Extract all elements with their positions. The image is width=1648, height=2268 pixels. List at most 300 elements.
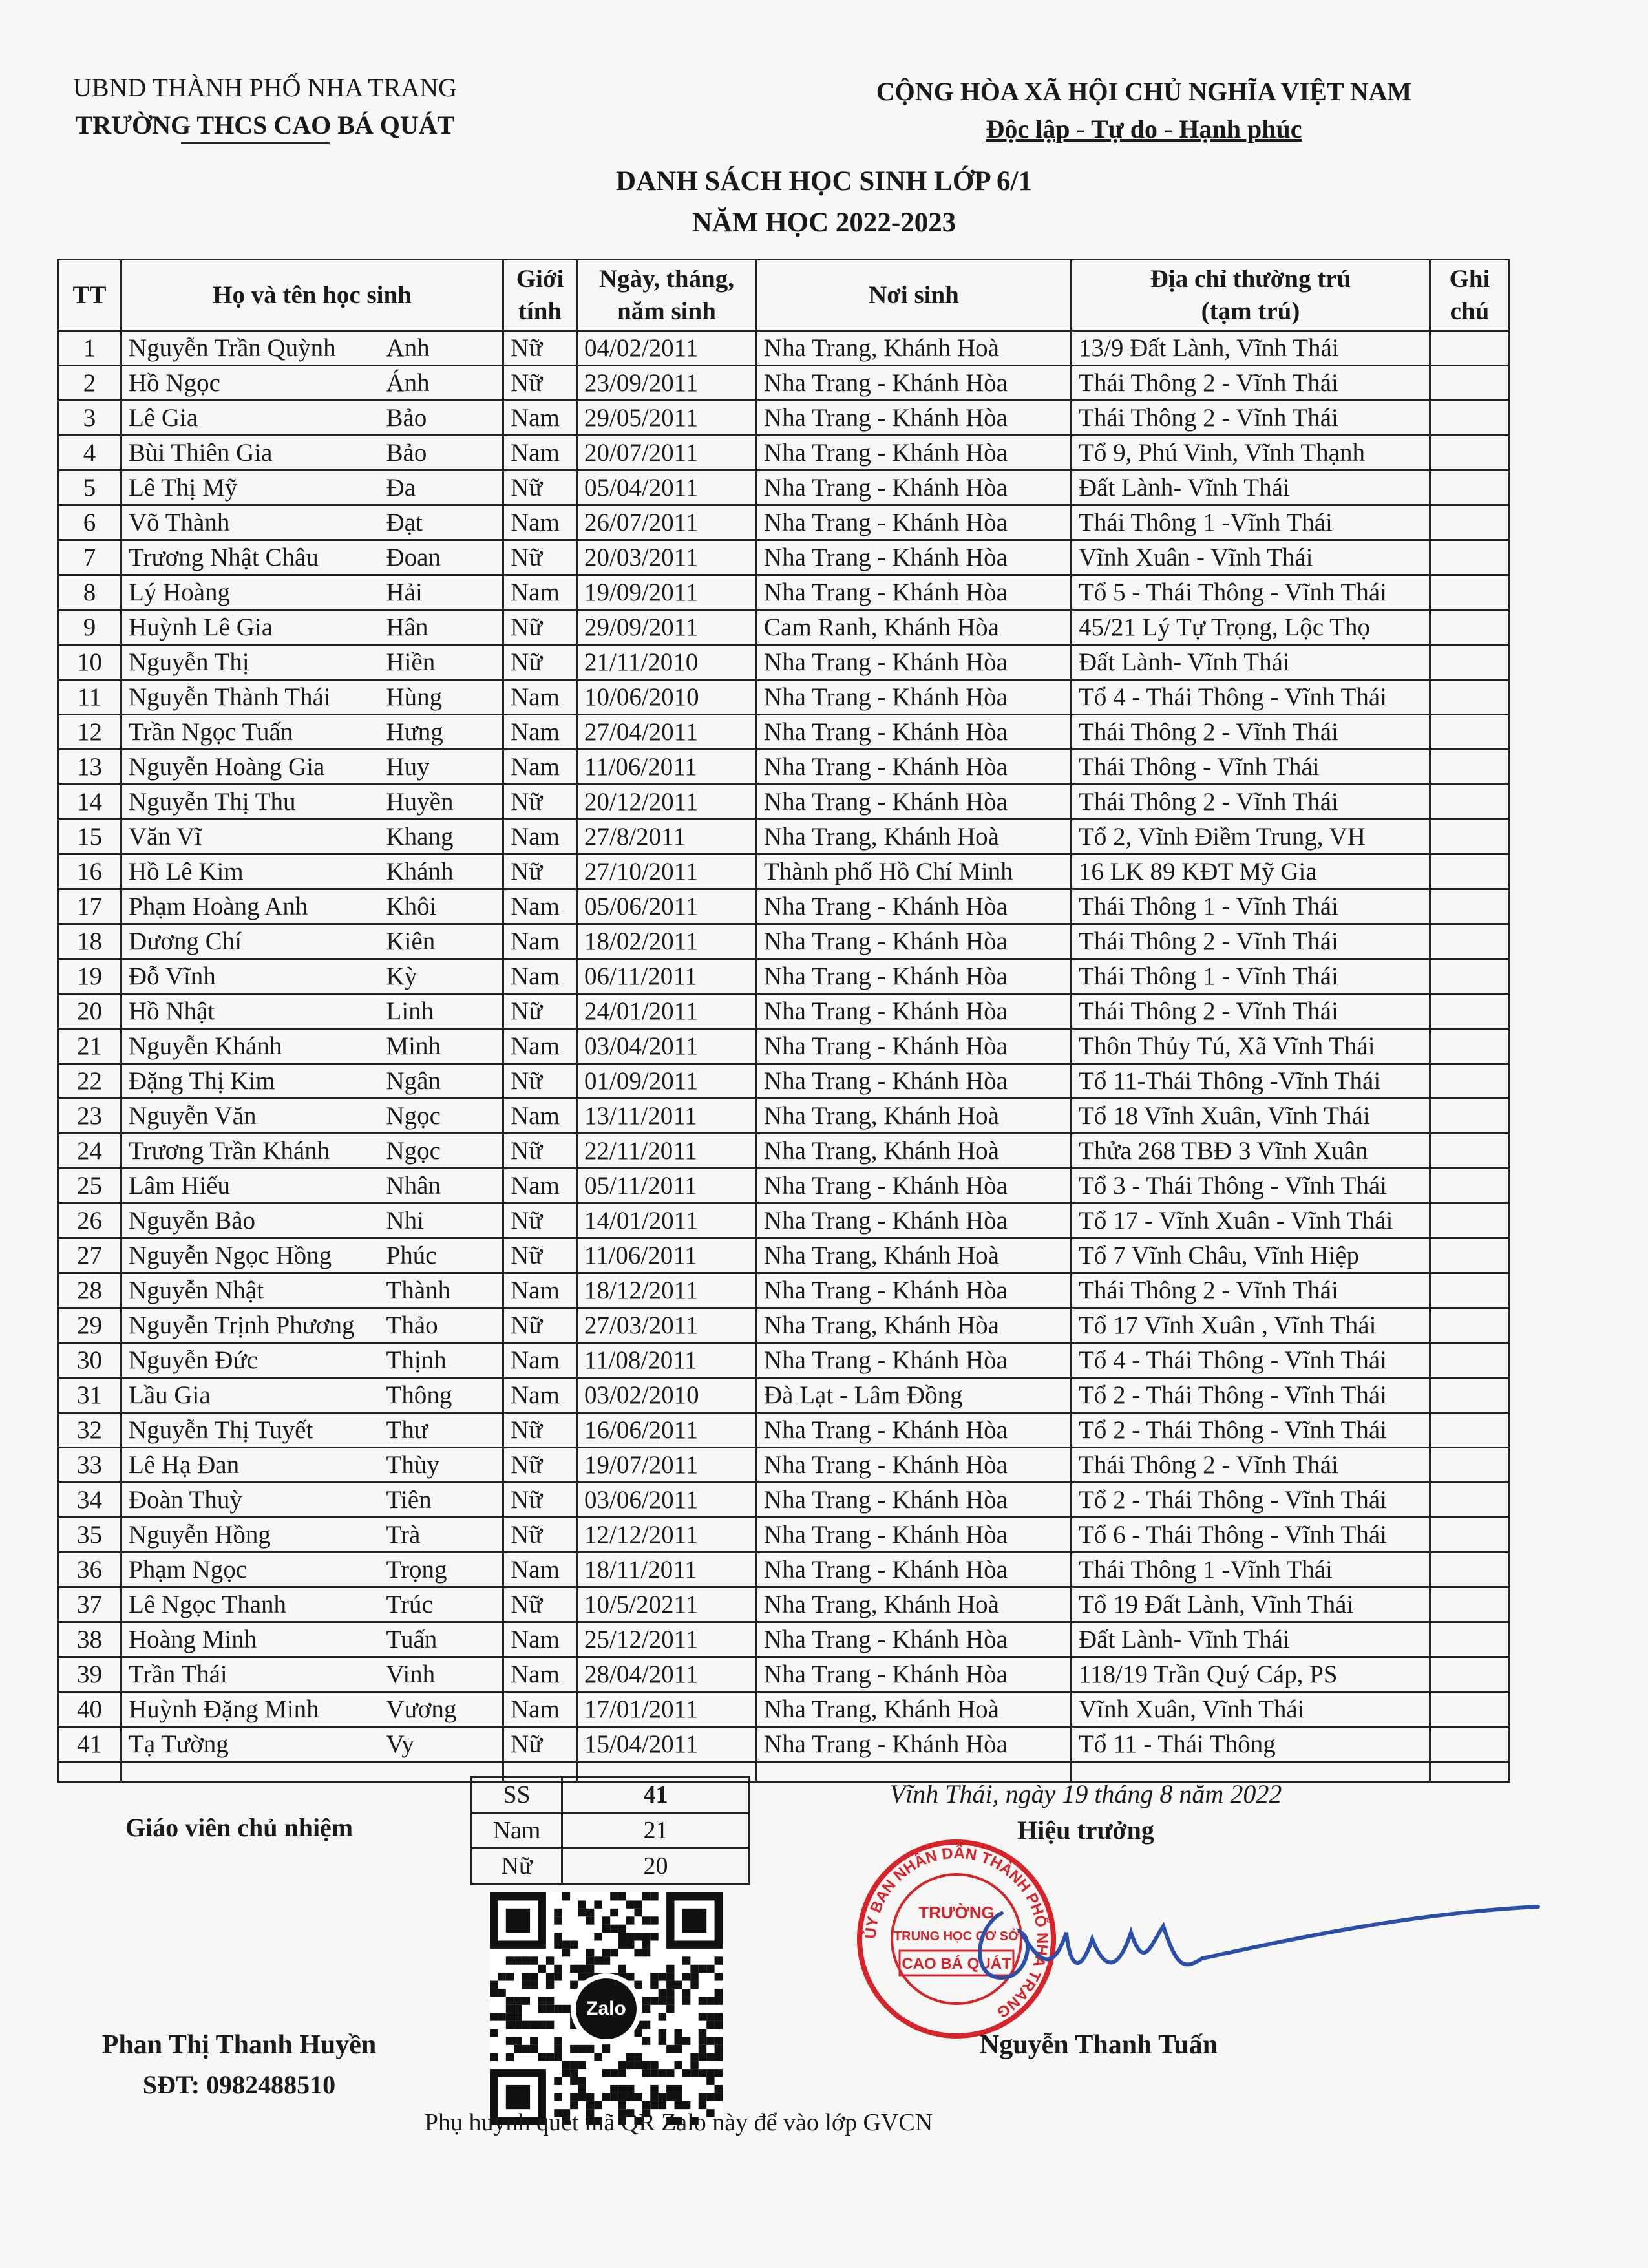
student-gender: Nữ <box>503 785 577 820</box>
student-gender: Nam <box>503 750 577 785</box>
row-number: 26 <box>58 1203 121 1238</box>
student-given-name: Đoan <box>386 540 503 575</box>
student-birthplace: Nha Trang, Khánh Hoà <box>757 1099 1072 1134</box>
row-number: 41 <box>58 1727 121 1762</box>
student-given-name: Trà <box>386 1518 503 1553</box>
student-surname: Trương Nhật Châu <box>121 540 386 575</box>
student-given-name: Thùy <box>386 1448 503 1483</box>
row-number: 7 <box>58 540 121 575</box>
student-given-name: Thảo <box>386 1308 503 1343</box>
table-row <box>58 959 1510 994</box>
student-surname: Tạ Tường <box>121 1727 386 1762</box>
student-given-name: Tuấn <box>386 1622 503 1657</box>
student-given-name: Ngọc <box>386 1099 503 1134</box>
student-surname: Lý Hoàng <box>121 575 386 610</box>
table-row <box>58 994 1510 1029</box>
student-note <box>1430 1169 1510 1203</box>
student-given-name: Kiên <box>386 924 503 959</box>
summary-row-total <box>472 1777 750 1813</box>
row-number: 32 <box>58 1413 121 1448</box>
student-address: Thái Thông - Vĩnh Thái <box>1072 750 1430 785</box>
student-note <box>1430 1622 1510 1657</box>
student-dob: 29/09/2011 <box>577 610 757 645</box>
student-birthplace: Nha Trang - Khánh Hòa <box>757 1727 1072 1762</box>
student-surname: Nguyễn Thị Thu <box>121 785 386 820</box>
table-row <box>58 1169 1510 1203</box>
student-address: Thái Thông 2 - Vĩnh Thái <box>1072 1273 1430 1308</box>
student-given-name: Huyền <box>386 785 503 820</box>
table-header-row <box>58 260 1510 331</box>
table-row <box>58 436 1510 471</box>
student-address: Thái Thông 1 -Vĩnh Thái <box>1072 1553 1430 1587</box>
student-address: Tổ 9, Phú Vinh, Vĩnh Thạnh <box>1072 436 1430 471</box>
summary-row-female <box>472 1849 750 1884</box>
student-gender: Nam <box>503 1273 577 1308</box>
row-number: 11 <box>58 680 121 715</box>
student-address: Vĩnh Xuân - Vĩnh Thái <box>1072 540 1430 575</box>
student-dob: 26/07/2011 <box>577 505 757 540</box>
student-birthplace: Nha Trang - Khánh Hòa <box>757 1657 1072 1692</box>
student-note <box>1430 680 1510 715</box>
student-dob: 20/07/2011 <box>577 436 757 471</box>
student-surname: Phạm Ngọc <box>121 1553 386 1587</box>
table-row <box>58 645 1510 680</box>
student-address: Thái Thông 1 -Vĩnh Thái <box>1072 505 1430 540</box>
student-given-name: Trọng <box>386 1553 503 1587</box>
student-address: Tổ 2, Vĩnh Điềm Trung, VH <box>1072 820 1430 854</box>
student-note <box>1430 1553 1510 1587</box>
student-address: 45/21 Lý Tự Trọng, Lộc Thọ <box>1072 610 1430 645</box>
student-birthplace: Nha Trang, Khánh Hoà <box>757 820 1072 854</box>
row-number: 29 <box>58 1308 121 1343</box>
student-address: Tổ 2 - Thái Thông - Vĩnh Thái <box>1072 1378 1430 1413</box>
student-dob: 20/12/2011 <box>577 785 757 820</box>
student-note <box>1430 1413 1510 1448</box>
student-note <box>1430 959 1510 994</box>
student-address: Thửa 268 TBĐ 3 Vĩnh Xuân <box>1072 1134 1430 1169</box>
table-row <box>58 924 1510 959</box>
row-number: 40 <box>58 1692 121 1727</box>
student-address: Thôn Thủy Tú, Xã Vĩnh Thái <box>1072 1029 1430 1064</box>
student-note <box>1430 1727 1510 1762</box>
student-dob: 13/11/2011 <box>577 1099 757 1134</box>
summary-label: SS <box>472 1777 562 1813</box>
student-surname: Đoàn Thuỳ <box>121 1483 386 1518</box>
col-header-birthplace: Nơi sinh <box>757 260 1072 331</box>
row-number: 19 <box>58 959 121 994</box>
student-surname: Hồ Ngọc <box>121 366 386 401</box>
student-birthplace: Nha Trang, Khánh Hoà <box>757 1692 1072 1727</box>
student-dob: 21/11/2010 <box>577 645 757 680</box>
teacher-name: Phan Thị Thanh Huyền <box>101 2030 377 2060</box>
row-number: 1 <box>58 331 121 366</box>
blank-cell <box>58 1762 121 1782</box>
table-row <box>58 715 1510 750</box>
student-address: Tổ 17 - Vĩnh Xuân - Vĩnh Thái <box>1072 1203 1430 1238</box>
table-row <box>58 1099 1510 1134</box>
row-number: 36 <box>58 1553 121 1587</box>
row-number: 8 <box>58 575 121 610</box>
student-dob: 22/11/2011 <box>577 1134 757 1169</box>
row-number: 37 <box>58 1587 121 1622</box>
student-surname: Nguyễn Đức <box>121 1343 386 1378</box>
table-row <box>58 820 1510 854</box>
student-given-name: Vy <box>386 1727 503 1762</box>
student-birthplace: Nha Trang - Khánh Hòa <box>757 366 1072 401</box>
table-row <box>58 331 1510 366</box>
student-dob: 03/02/2010 <box>577 1378 757 1413</box>
student-surname: Trần Thái <box>121 1657 386 1692</box>
table-row <box>58 1692 1510 1727</box>
student-surname: Nguyễn Hồng <box>121 1518 386 1553</box>
student-dob: 16/06/2011 <box>577 1413 757 1448</box>
student-gender: Nam <box>503 959 577 994</box>
table-row <box>58 750 1510 785</box>
student-surname: Trần Ngọc Tuấn <box>121 715 386 750</box>
student-surname: Dương Chí <box>121 924 386 959</box>
table-row <box>58 889 1510 924</box>
student-gender: Nữ <box>503 471 577 505</box>
student-address: Tổ 2 - Thái Thông - Vĩnh Thái <box>1072 1413 1430 1448</box>
student-dob: 27/04/2011 <box>577 715 757 750</box>
teacher-title: Giáo viên chủ nhiệm <box>125 1813 354 1842</box>
student-given-name: Anh <box>386 331 503 366</box>
student-dob: 23/09/2011 <box>577 366 757 401</box>
row-number: 12 <box>58 715 121 750</box>
row-number: 25 <box>58 1169 121 1203</box>
table-row <box>58 1727 1510 1762</box>
student-given-name: Phúc <box>386 1238 503 1273</box>
student-dob: 28/04/2011 <box>577 1657 757 1692</box>
student-given-name: Vinh <box>386 1657 503 1692</box>
student-birthplace: Nha Trang - Khánh Hòa <box>757 1203 1072 1238</box>
student-birthplace: Nha Trang - Khánh Hòa <box>757 715 1072 750</box>
student-note <box>1430 1273 1510 1308</box>
student-given-name: Minh <box>386 1029 503 1064</box>
student-dob: 18/11/2011 <box>577 1553 757 1587</box>
row-number: 23 <box>58 1099 121 1134</box>
student-birthplace: Nha Trang - Khánh Hòa <box>757 750 1072 785</box>
row-number: 30 <box>58 1343 121 1378</box>
row-number: 4 <box>58 436 121 471</box>
row-number: 31 <box>58 1378 121 1413</box>
zalo-logo-icon: Zalo <box>571 1973 642 2044</box>
principal-name: Nguyễn Thanh Tuấn <box>979 2030 1218 2060</box>
row-number: 27 <box>58 1238 121 1273</box>
student-dob: 19/07/2011 <box>577 1448 757 1483</box>
summary-value: 20 <box>562 1849 750 1884</box>
page-title: DANH SÁCH HỌC SINH LỚP 6/1 <box>616 166 1032 196</box>
student-dob: 27/10/2011 <box>577 854 757 889</box>
table-row <box>58 1622 1510 1657</box>
student-dob: 05/04/2011 <box>577 471 757 505</box>
student-dob: 04/02/2011 <box>577 331 757 366</box>
student-gender: Nam <box>503 401 577 436</box>
student-surname: Võ Thành <box>121 505 386 540</box>
col-header-note: Ghi chú <box>1430 260 1510 331</box>
student-birthplace: Nha Trang - Khánh Hòa <box>757 889 1072 924</box>
table-row <box>58 1064 1510 1099</box>
student-note <box>1430 540 1510 575</box>
student-note <box>1430 820 1510 854</box>
student-gender: Nữ <box>503 1483 577 1518</box>
student-note <box>1430 505 1510 540</box>
student-given-name: Thịnh <box>386 1343 503 1378</box>
student-address: Tổ 4 - Thái Thông - Vĩnh Thái <box>1072 1343 1430 1378</box>
student-surname: Nguyễn Bảo <box>121 1203 386 1238</box>
col-header-tt: TT <box>58 260 121 331</box>
student-surname: Nguyễn Nhật <box>121 1273 386 1308</box>
student-birthplace: Nha Trang - Khánh Hòa <box>757 436 1072 471</box>
student-note <box>1430 1134 1510 1169</box>
student-birthplace: Nha Trang - Khánh Hòa <box>757 785 1072 820</box>
student-birthplace: Nha Trang, Khánh Hòa <box>757 1308 1072 1343</box>
student-gender: Nữ <box>503 1413 577 1448</box>
student-address: Tổ 19 Đất Lành, Vĩnh Thái <box>1072 1587 1430 1622</box>
student-address: Thái Thông 1 - Vĩnh Thái <box>1072 889 1430 924</box>
table-row <box>58 1553 1510 1587</box>
row-number: 20 <box>58 994 121 1029</box>
stamp-ring-text: ỦY BAN NHÂN DÂN THÀNH PHỐ NHA TRANG <box>861 1844 1051 2022</box>
student-birthplace: Nha Trang - Khánh Hòa <box>757 1029 1072 1064</box>
stamp-line1: TRƯỜNG <box>918 1903 995 1922</box>
student-dob: 27/8/2011 <box>577 820 757 854</box>
student-gender: Nữ <box>503 1203 577 1238</box>
student-birthplace: Nha Trang - Khánh Hòa <box>757 645 1072 680</box>
student-dob: 29/05/2011 <box>577 401 757 436</box>
student-gender: Nam <box>503 820 577 854</box>
student-note <box>1430 1483 1510 1518</box>
student-note <box>1430 854 1510 889</box>
student-gender: Nữ <box>503 1448 577 1483</box>
table-row <box>58 1029 1510 1064</box>
row-number: 39 <box>58 1657 121 1692</box>
student-note <box>1430 1378 1510 1413</box>
row-number: 28 <box>58 1273 121 1308</box>
student-given-name: Tiên <box>386 1483 503 1518</box>
student-address: Thái Thông 2 - Vĩnh Thái <box>1072 994 1430 1029</box>
summary-label: Nam <box>472 1813 562 1849</box>
student-address: Tổ 3 - Thái Thông - Vĩnh Thái <box>1072 1169 1430 1203</box>
student-note <box>1430 1064 1510 1099</box>
student-gender: Nữ <box>503 610 577 645</box>
student-given-name: Kỳ <box>386 959 503 994</box>
student-address: Tổ 2 - Thái Thông - Vĩnh Thái <box>1072 1483 1430 1518</box>
table-row <box>58 505 1510 540</box>
student-gender: Nữ <box>503 1518 577 1553</box>
row-number: 14 <box>58 785 121 820</box>
student-note <box>1430 1448 1510 1483</box>
student-surname: Nguyễn Trần Quỳnh <box>121 331 386 366</box>
student-gender: Nam <box>503 1657 577 1692</box>
student-birthplace: Nha Trang - Khánh Hòa <box>757 1169 1072 1203</box>
student-birthplace: Nha Trang - Khánh Hòa <box>757 505 1072 540</box>
student-birthplace: Nha Trang - Khánh Hòa <box>757 1518 1072 1553</box>
row-number: 34 <box>58 1483 121 1518</box>
table-row <box>58 1203 1510 1238</box>
student-address: Đất Lành- Vĩnh Thái <box>1072 1622 1430 1657</box>
student-surname: Nguyễn Thị Tuyết <box>121 1413 386 1448</box>
student-address: Đất Lành- Vĩnh Thái <box>1072 471 1430 505</box>
student-address: Tổ 11 - Thái Thông <box>1072 1727 1430 1762</box>
table-row <box>58 1273 1510 1308</box>
student-given-name: Bảo <box>386 401 503 436</box>
student-gender: Nữ <box>503 994 577 1029</box>
student-surname: Đặng Thị Kim <box>121 1064 386 1099</box>
table-row <box>58 401 1510 436</box>
student-address: Tổ 5 - Thái Thông - Vĩnh Thái <box>1072 575 1430 610</box>
student-gender: Nam <box>503 680 577 715</box>
student-birthplace: Nha Trang - Khánh Hòa <box>757 1064 1072 1099</box>
student-birthplace: Nha Trang - Khánh Hòa <box>757 1273 1072 1308</box>
student-address: Thái Thông 2 - Vĩnh Thái <box>1072 401 1430 436</box>
student-gender: Nam <box>503 1622 577 1657</box>
student-surname: Lê Hạ Đan <box>121 1448 386 1483</box>
student-surname: Nguyễn Hoàng Gia <box>121 750 386 785</box>
header-left-underline <box>181 142 330 144</box>
row-number: 3 <box>58 401 121 436</box>
table-row <box>58 1134 1510 1169</box>
student-note <box>1430 1692 1510 1727</box>
student-note <box>1430 785 1510 820</box>
student-given-name: Khang <box>386 820 503 854</box>
table-row <box>58 540 1510 575</box>
student-gender: Nữ <box>503 540 577 575</box>
student-surname: Nguyễn Văn <box>121 1099 386 1134</box>
student-gender: Nam <box>503 575 577 610</box>
student-gender: Nam <box>503 889 577 924</box>
col-header-gender: Giới tính <box>503 260 577 331</box>
student-birthplace: Nha Trang - Khánh Hòa <box>757 540 1072 575</box>
col-header-name: Họ và tên học sinh <box>121 260 503 331</box>
student-given-name: Thư <box>386 1413 503 1448</box>
student-dob: 11/06/2011 <box>577 1238 757 1273</box>
student-birthplace: Nha Trang - Khánh Hòa <box>757 575 1072 610</box>
student-given-name: Bảo <box>386 436 503 471</box>
student-given-name: Nhân <box>386 1169 503 1203</box>
student-given-name: Hải <box>386 575 503 610</box>
principal-signature <box>956 1887 1551 2017</box>
student-note <box>1430 645 1510 680</box>
student-dob: 14/01/2011 <box>577 1203 757 1238</box>
row-number: 35 <box>58 1518 121 1553</box>
student-note <box>1430 1029 1510 1064</box>
student-gender: Nam <box>503 715 577 750</box>
student-address: Tổ 18 Vĩnh Xuân, Vĩnh Thái <box>1072 1099 1430 1134</box>
student-surname: Lê Ngọc Thanh <box>121 1587 386 1622</box>
student-dob: 24/01/2011 <box>577 994 757 1029</box>
student-surname: Lê Thị Mỹ <box>121 471 386 505</box>
student-gender: Nữ <box>503 1727 577 1762</box>
student-address: 13/9 Đất Lành, Vĩnh Thái <box>1072 331 1430 366</box>
student-birthplace: Nha Trang - Khánh Hòa <box>757 1343 1072 1378</box>
student-address: Thái Thông 2 - Vĩnh Thái <box>1072 1448 1430 1483</box>
student-note <box>1430 994 1510 1029</box>
student-gender: Nam <box>503 1343 577 1378</box>
student-note <box>1430 575 1510 610</box>
student-surname: Huỳnh Đặng Minh <box>121 1692 386 1727</box>
student-note <box>1430 436 1510 471</box>
student-gender: Nữ <box>503 1238 577 1273</box>
student-address: 118/19 Trần Quý Cáp, PS <box>1072 1657 1430 1692</box>
student-given-name: Ánh <box>386 366 503 401</box>
student-birthplace: Nha Trang, Khánh Hoà <box>757 1587 1072 1622</box>
student-table <box>57 259 1510 1783</box>
student-note <box>1430 1099 1510 1134</box>
summary-row-male <box>472 1813 750 1849</box>
student-address: Thái Thông 2 - Vĩnh Thái <box>1072 924 1430 959</box>
student-gender: Nam <box>503 924 577 959</box>
student-address: Tổ 4 - Thái Thông - Vĩnh Thái <box>1072 680 1430 715</box>
header-school-name: TRƯỜNG THCS CAO BÁ QUÁT <box>75 111 455 140</box>
student-dob: 11/06/2011 <box>577 750 757 785</box>
student-birthplace: Nha Trang - Khánh Hòa <box>757 959 1072 994</box>
student-dob: 03/06/2011 <box>577 1483 757 1518</box>
student-dob: 17/01/2011 <box>577 1692 757 1727</box>
student-given-name: Hưng <box>386 715 503 750</box>
student-address: 16 LK 89 KĐT Mỹ Gia <box>1072 854 1430 889</box>
student-note <box>1430 1657 1510 1692</box>
table-row <box>58 366 1510 401</box>
table-row <box>58 1238 1510 1273</box>
row-number: 13 <box>58 750 121 785</box>
student-surname: Trương Trần Khánh <box>121 1134 386 1169</box>
student-given-name: Hiền <box>386 645 503 680</box>
row-number: 33 <box>58 1448 121 1483</box>
student-surname: Nguyễn Thị <box>121 645 386 680</box>
table-row <box>58 680 1510 715</box>
student-note <box>1430 1587 1510 1622</box>
student-birthplace: Nha Trang - Khánh Hòa <box>757 401 1072 436</box>
student-address: Thái Thông 2 - Vĩnh Thái <box>1072 366 1430 401</box>
student-given-name: Đa <box>386 471 503 505</box>
student-address: Vĩnh Xuân, Vĩnh Thái <box>1072 1692 1430 1727</box>
student-gender: Nam <box>503 1378 577 1413</box>
student-note <box>1430 889 1510 924</box>
page-subtitle: NĂM HỌC 2022-2023 <box>692 207 956 238</box>
row-number: 16 <box>58 854 121 889</box>
row-number: 10 <box>58 645 121 680</box>
student-gender: Nữ <box>503 366 577 401</box>
student-surname: Lê Gia <box>121 401 386 436</box>
row-number: 17 <box>58 889 121 924</box>
student-gender: Nữ <box>503 1308 577 1343</box>
student-given-name: Thông <box>386 1378 503 1413</box>
student-dob: 19/09/2011 <box>577 575 757 610</box>
student-address: Tổ 6 - Thái Thông - Vĩnh Thái <box>1072 1518 1430 1553</box>
signing-date: Vĩnh Thái, ngày 19 tháng 8 năm 2022 <box>889 1779 1282 1808</box>
blank-cell <box>121 1762 386 1782</box>
stamp-line3: CAO BÁ QUÁT <box>902 1955 1011 1973</box>
summary-value: 41 <box>562 1777 750 1813</box>
student-gender: Nữ <box>503 645 577 680</box>
student-birthplace: Nha Trang - Khánh Hòa <box>757 1448 1072 1483</box>
principal-title: Hiệu trưởng <box>1017 1816 1154 1845</box>
student-surname: Nguyễn Khánh <box>121 1029 386 1064</box>
student-given-name: Khôi <box>386 889 503 924</box>
table-row <box>58 1518 1510 1553</box>
student-birthplace: Nha Trang, Khánh Hoà <box>757 331 1072 366</box>
student-note <box>1430 1343 1510 1378</box>
student-given-name: Linh <box>386 994 503 1029</box>
student-birthplace: Nha Trang - Khánh Hòa <box>757 1553 1072 1587</box>
row-number: 18 <box>58 924 121 959</box>
header-org-line1: UBND THÀNH PHỐ NHA TRANG <box>72 73 458 102</box>
student-surname: Hoàng Minh <box>121 1622 386 1657</box>
student-birthplace: Nha Trang - Khánh Hòa <box>757 994 1072 1029</box>
student-gender: Nam <box>503 1553 577 1587</box>
student-gender: Nam <box>503 505 577 540</box>
